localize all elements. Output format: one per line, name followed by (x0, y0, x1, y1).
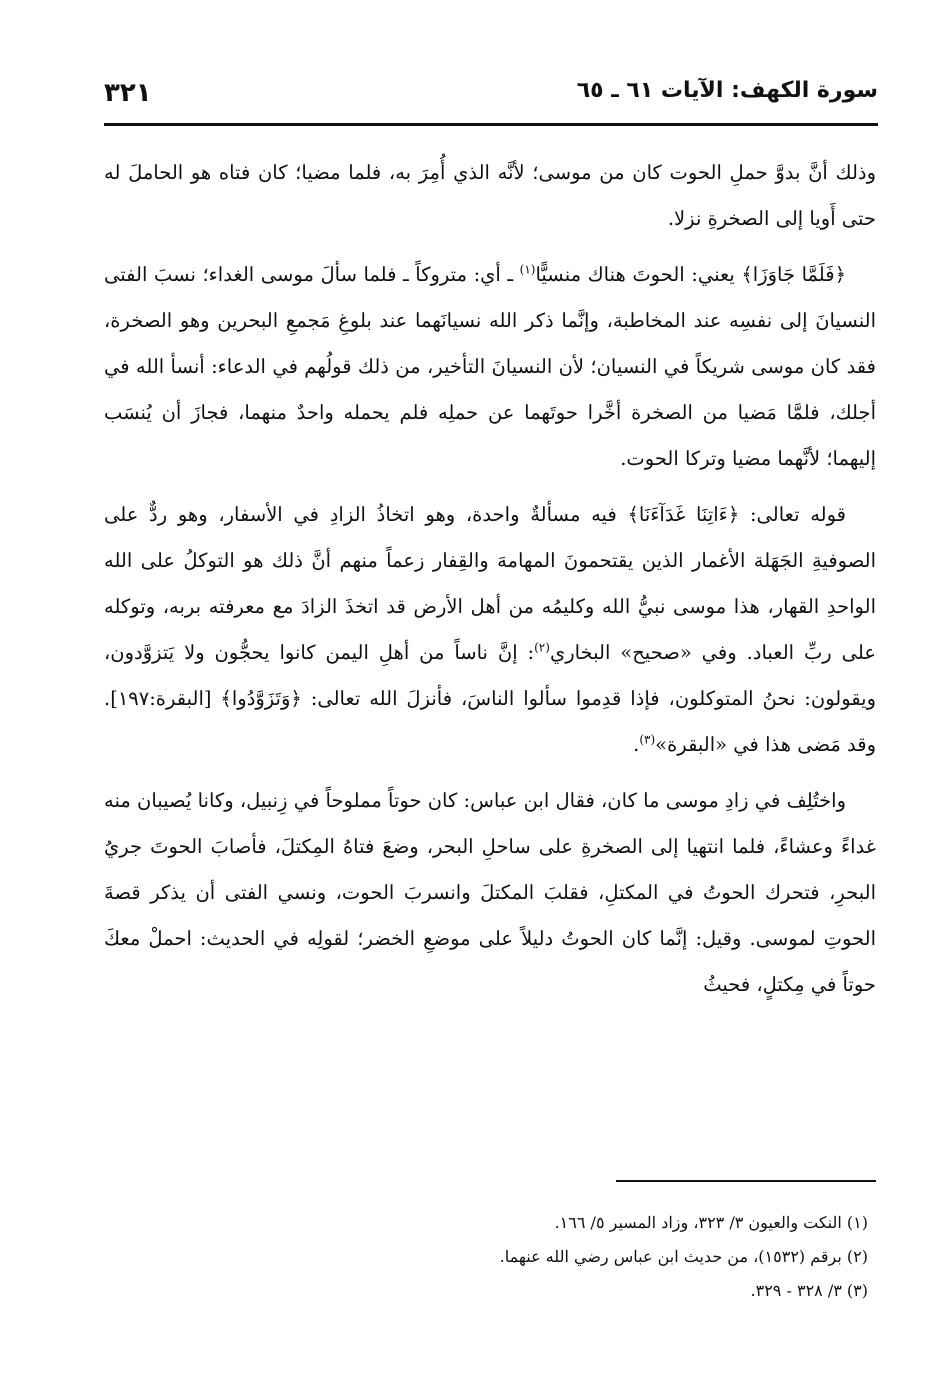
paragraph-1: وذلك أنَّ بدوَّ حملِ الحوت كان من موسى؛ لأنَّه الذي أُمِرَ به، فلما مضيا؛ كان فتاه هو الحاملَ له حتى أَويا إلى الصخرةِ نزلا. (104, 161, 876, 230)
page-header (104, 72, 878, 122)
paragraph-2-start: ﴿فَلَمَّا جَاوَزَا﴾ يعني: الحوتَ هناك منسيًّا (535, 263, 846, 286)
paragraph-2-cont: الغداء؛ نسبَ الفتى النسيانَ إلى نفسِه عند المخاطبة، وإنَّما ذكر الله نسيانَهما عند بلوغِ مَجمعِ البحرين وهو الصخرة، فقد كان موسى شريكاً في النسيان؛ لأن النسيانَ التأخير، من ذلك قولُهم في الدعاء: أنسأ الله في أجلك، فلمَّا مَضيا من الصخرة أخَّرا حوتَهما عن حملِه فلم يحمله واحدٌ منهما، فجازَ أن يُنسَب إليهما؛ لأنَّهما مضيا وتركا الحوت. (104, 263, 876, 470)
running-title: سورة الكهف: الآيات ٦١ ـ ٦٥ (576, 78, 878, 103)
footnote-ref-1: (١) (519, 262, 536, 277)
footnote-1: (١) النكت والعيون ٣/ ٣٢٣، وزاد المسير ٥/ ١٦٦. (554, 1213, 868, 1232)
footnote-ref-3: (٣) (639, 732, 656, 747)
header-rule (104, 123, 878, 126)
footnotes (104, 1206, 876, 1308)
paragraph-3-period: . (633, 733, 640, 756)
footnote-2: (٢) برقم (١٥٣٢)، من حديث ابن عباس رضي الله عنهما. (499, 1247, 868, 1266)
paragraph-3-start: قوله تعالى: ﴿ءَاتِنَا غَدَآءَنَا﴾ فيه مسألةٌ واحدة، وهو اتخاذُ الزادِ في الأسفار، وهو ردٌّ على الصوفيةِ الجَهَلة الأغمار الذين يقتحمونَ المهامهَ والقِفار زعماً منهم أنَّ ذلك هو التوكلُ على الله الواحدِ القهار، هذا موسى نبيُّ الله وكليمُه من أهل الأرض قد اتخذَ الزادَ مع معرفته بربه، وتوكله على ربِّ العباد. وفي «صحيح» البخاري (104, 503, 876, 664)
paragraph-3 (104, 492, 876, 768)
footnote-rule (616, 1180, 876, 1182)
paragraph-2 (104, 252, 876, 482)
paragraph-2-rest: ـ أي: متروكاً ـ فلما سألَ موسى (260, 263, 514, 286)
body-text (104, 150, 876, 1018)
paragraph-3-cont: إنَّ ناساً من أهلِ اليمن كانوا يحجُّون ولا يَتزوَّدون، ويقولون: نحنُ المتوكلون، فإذا قدِموا سألوا الناسَ، فأنزلَ الله تعالى: ﴿وَتَزَوَّدُوا﴾ [البقرة:١٩٧]. وقد مَضى هذا في «البقرة» (104, 641, 876, 756)
page-number: ٣٢١ (104, 78, 152, 108)
paragraph-4: واختُلِف في زادِ موسى ما كان، فقال ابن عباس: كان حوتاً مملوحاً في زِنبيل، وكانا يُصيبان منه غداءً وعشاءً، فلما انتهيا إلى الصخرةِ على ساحلِ البحر، وضعَ فتاهُ المِكتلَ، فأصابَ الحوتَ جريُ البحرِ، فتحرك الحوتُ في المكتلِ، فقلبَ المكتلَ وانسربَ الحوت، ونسي الفتى أن يذكر قصةَ الحوتِ لموسى. وقيل: إنَّما كان الحوتُ دليلاً على موضعِ الخضر؛ لقولِه في الحديث: احملْ معكَ حوتاً في مِكتلٍ، فحيثُ (104, 789, 876, 996)
footnote-3: (٣) ٣/ ٣٢٨ - ٣٢٩. (750, 1281, 868, 1300)
paragraph-3-colon: : (527, 641, 535, 664)
footnote-ref-2: (٢) (534, 640, 550, 655)
